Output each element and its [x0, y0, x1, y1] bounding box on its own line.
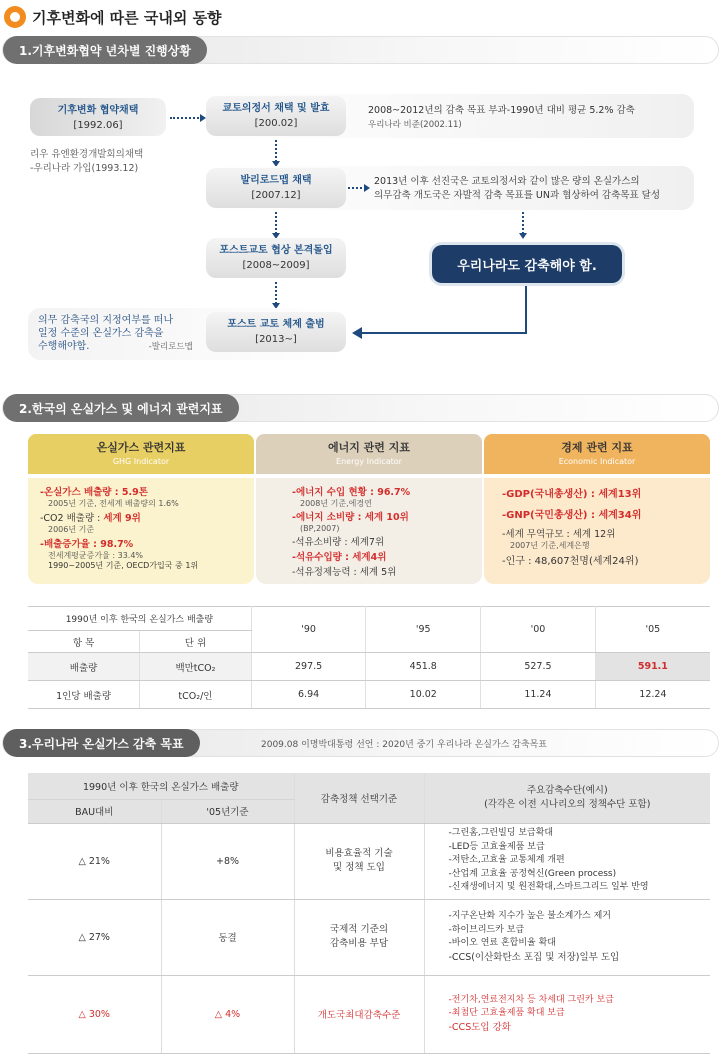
arrow-right-icon [348, 187, 366, 189]
arrow-down-icon [275, 282, 277, 304]
table-row: 배출량 백만tCO₂ 297.5 451.8 527.5 591.1 [28, 653, 710, 681]
timeline-box-post-kyoto-negotiation: 포스트교토 협상 본격돌입 [2008~2009] [206, 238, 346, 278]
section-title-1: 1.기후변화협약 년차별 진행상황 [3, 36, 207, 64]
connector-line [362, 332, 527, 334]
circle-bullet-icon [4, 6, 26, 28]
section-header-2 [2, 394, 719, 422]
economic-card: 경제 관련 지표 Economic Indicator -GDP(국내총생산) : 세계13위 -GNP(국민총생산) : 세계34위 -세계 무역규모 : 세계 12위 2007년 기준,세계은행 -인구 : 48,607천명(세계24위) [484, 434, 710, 584]
section-header-1 [2, 36, 719, 64]
table-row: △ 27% 동결 국제적 기준의 감축비용 부담 -지구온난화 지수가 높은 불소계가스 제거 -하이브리드카 보급 -바이오 연료 혼합비율 확대 -CCS(이산화탄소 포집 및 저장)일부 도입 [28, 899, 710, 975]
ghg-card: 온실가스 관련지표 GHG Indicator -온실가스 배출량 : 5.9톤 2005년 기준, 전세계 배출량의 1.6% -CO2 배출량 : 세계 9위 2006년 기준 -배출증가율 : 98.7% 전세계평균증가율 : 33.4% 1990~2005년 기준, OECD가입국 중 1위 [28, 434, 254, 584]
emissions-table: 1990년 이후 한국의 온실가스 배출량 '90 '95 '00 '05 항 목 단 위 배출량 백만tCO₂ 297.5 451.8 527.5 591.1 1인당 배출량 tCO₂/인 6.94 10.02 11.24 12.24 [28, 606, 710, 709]
table-row: △ 30% △ 4% 개도국최대감축수준 -전기차,연료전지차 등 차세대 그린카 보급 -최첨단 고효율제품 확대 보급 -CCS도입 강화 [28, 975, 710, 1053]
section-3-note: 2009.08 이명박대통령 선언 : 2020년 중기 우리나라 온실가스 감축목표 [261, 740, 548, 750]
section-title-2: 2.한국의 온실가스 및 에너지 관련지표 [3, 394, 239, 422]
table-row: △ 21% +8% 비용효율적 기술 및 정책 도입 -그린홈,그린빌딩 보급확대 -LED등 고효율제품 보급 -저탄소,고효율 교통체계 개편 -산업계 고효율 공정혁신(Green process) -신재생에너지 및 원전확대,스마트그리드 일부 반영 [28, 823, 710, 899]
reduction-target-table: 1990년 이후 한국의 온실가스 배출량 감축정책 선택기준 주요감축수단(예시) (각각은 이전 시나리오의 정책수단 포함) BAU대비 '05년기준 △ 21% +8% 비용효율적 기술 및 정책 도입 -그린홈,그린빌딩 보급확대 -LED등 고효율제품 보급 -저탄소,고효율 교통체계 개편 -산업계 고효율 공정혁신(Green process) -신재생에너지 및 원전확대,스마트그리드 일부 반영 △ 27% 동결 국제적 기준의 감축비용 부담 -지구온난화 지수가 높은 불소계가스 제거 -하이브리드카 보급 -바이오 연료 혼합비율 확대 -CCS(이산화탄소 포집 및 저장)일부 도입 △ 30% △ 4% 개도국최대감축수준 -전기차,연료전지차 등 차세대 그린카 보급 -최첨단 고효율제품 확대 보급 -CCS도입 강화 [28, 773, 710, 1054]
page-title: 기후변화에 따른 국내외 동향 [4, 4, 222, 30]
kyoto-note: 2008~2012년의 감축 목표 부과-1990년 대비 평균 5.2% 감축 우리나라 비준(2002.11) [368, 105, 635, 130]
arrow-down-icon [275, 140, 277, 162]
arrow-down-icon [522, 212, 524, 234]
arrow-right-icon [170, 117, 202, 119]
arrow-left-icon [352, 327, 362, 339]
rio-note: 리우 유엔환경개발회의채택 -우리나라 가입(1993.12) [30, 149, 144, 174]
arrow-down-icon [275, 212, 277, 234]
bali-note: 2013년 이후 선진국은 교토의정서와 같이 많은 량의 온실가스의 의무감축 개도국은 자발적 감축 목표를 UN과 협상하여 감축목표 달성 [374, 176, 660, 201]
table-row: 1인당 배출량 tCO₂/인 6.94 10.02 11.24 12.24 [28, 681, 710, 709]
timeline-box-bali: 발리로드맵 채택 [2007.12] [206, 168, 346, 208]
timeline-box-convention: 기후변화 협약채택 [1992.06] [30, 98, 166, 136]
must-reduce-banner: 우리나라도 감축해야 함. [432, 245, 622, 283]
energy-card: 에너지 관련 지표 Energy Indicator -에너지 수입 현황 : 96.7% 2008년 기준,에경연 -에너지 소비량 : 세계 10위 (BP,2007) -석유소비량 : 세계7위 -석유수입량 : 세계4위 -석유정제능력 : 세계 5위 [256, 434, 482, 584]
section-title-3: 3.우리나라 온실가스 감축 목표 [3, 729, 200, 757]
timeline-box-post-kyoto-launch: 포스트 교토 체제 출범 [2013~] [206, 312, 346, 352]
section-header-3 [2, 729, 719, 757]
post-kyoto-note: 의무 감축국의 지정여부를 떠나 일정 수준의 온실가스 감축을 수행해야함. -발리로드맵 [38, 315, 193, 352]
timeline-box-kyoto: 쿄토의정서 채택 및 발효 [200.02] [206, 96, 346, 136]
connector-line [525, 286, 527, 334]
